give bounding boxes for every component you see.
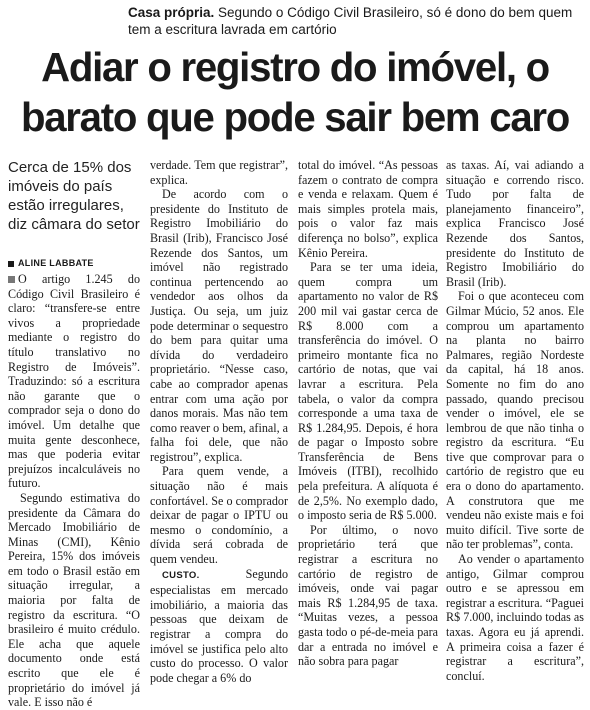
paragraph-text: O artigo 1.245 do Código Civil Brasileiro é claro: “transfere-se entre vivos a propriedade mediante o registro do título translativo no Registro de Imóveis”. Traduzindo: só a escritura não garante que o comprador seja o dono do imóvel. Um detalhe que muita gente desconhece, mas que poderia evitar prejuízos incalculáveis no futuro. — [8, 272, 140, 491]
paragraph: Para quem vende, a situação não é mais confortável. Se o comprador deixar de pagar o IPTU ou mesmo o condomínio, a dívida será cobrada de quem vendeu. — [150, 464, 288, 567]
kicker-text: Segundo o Código Civil Brasileiro, só é dono do bem quem tem a escritura lavrada em cartório — [128, 5, 573, 37]
article-column-1 — [8, 272, 140, 710]
paragraph — [150, 567, 288, 686]
paragraph — [8, 272, 140, 491]
paragraph: De acordo com o presidente do Instituto de Registro Imobiliário do Brasil (Irib), Francisco José Rezende dos Santos, um imóvel não registrado continua pertencendo ao vendedor aos olhos da Justiça. Ou seja, um juiz pode determinar o sequestro do bem para quitar uma dívida do verdadeiro proprietário. “Nesse caso, cabe ao comprador apenas entrar com uma ação por danos morais. Mas não tem como reaver o bem, afinal, a falha foi dele, que não registrou”, explica. — [150, 187, 289, 464]
byline-square-icon — [8, 261, 14, 267]
paragraph: as taxas. Aí, vai adiando a situação e correndo risco. Tudo por falta de planejamento financeiro”, explica Francisco José Rezende dos Santos, presidente do Instituto de Registro Imobiliário do Brasil (Irib). — [446, 158, 584, 289]
kicker-label: Casa própria. — [128, 5, 215, 20]
paragraph: Para se ter uma ideia, quem compra um apartamento no valor de R$ 200 mil vai gastar cerca de R$ 8.000 com a transferência do imóvel. O primeiro montante fica no cartório de notas, que vai lavrar a escritura. Pela tabela, o valor da compra corresponde a uma taxa de R$ 1.284,95. Depois, é hora de pagar o Imposto sobre Transferência de Bens Imóveis (ITBI), recolhido pela prefeitura. A alíquota é de 2,5%. No exemplo dado, o imposto seria de R$ 5.000. — [298, 260, 438, 523]
paragraph: total do imóvel. “As pessoas fazem o contrato de compra e venda e relaxam. Quem é mais simples protela mais, pois o valor faz mais diferença no bolso”, explica Kênio Pereira. — [298, 158, 438, 260]
article-column-2 — [150, 158, 289, 685]
paragraph: Segundo estimativa do presidente da Câmara do Mercado Imobiliário de Minas (CMI), Kênio Pereira, 15% dos imóveis em todo o Brasil estão em situação irregular, a maioria por falta de registro da escritura. “O brasileiro é muito crédulo. Ele acha que aquele documento onde está escrito que ele é proprietário do imóvel já vale. E isso não é — [8, 490, 140, 710]
paragraph-text: Segundo especialistas em mercado imobiliário, a maioria das pessoas que deixam de registrar a compra do imóvel se justifica pelo alto custo do processo. O valor pode chegar a 6% do — [150, 566, 288, 685]
headline — [6, 42, 584, 142]
deck: Cerca de 15% dos imóveis do país estão irregulares, diz câmara do setor — [8, 159, 140, 233]
headline-line-2: barato que pode sair bem caro — [20, 94, 570, 140]
paragraph: Ao vender o apartamento antigo, Gilmar comprou outro e se apressou em registrar a escritura. “Paguei R$ 7.000, incluindo todas as taxas. Agora eu já aprendi. A primeira coisa a fazer é registrar a escritura”, concluí. — [446, 552, 584, 683]
byline — [8, 258, 138, 268]
paragraph: verdade. Tem que registrar”, explica. — [150, 158, 288, 187]
article-column-3 — [298, 158, 438, 669]
headline-line-1: Adiar o registro do imóvel, o — [41, 44, 549, 90]
byline-author: ALINE LABBATE — [18, 258, 94, 268]
article-column-4 — [446, 158, 584, 683]
subhead-custo: CUSTO. — [162, 569, 200, 581]
paragraph: Foi o que aconteceu com Gilmar Múcio, 52 anos. Ele comprou um apartamento na planta no bairro Palmares, região Nordeste da capital, há 18 anos. Somente no fim do ano passado, quando precisou vender o imóvel, ele se lembrou de que não tinha o registro da escritura. “Eu tive que comprovar para o cartório de registro que eu era o dono do apartamento. A construtora que me vendeu não existe mais e foi muito difícil. Tive sorte de não ter problemas”, conta. — [446, 289, 584, 552]
lead-square-icon — [8, 276, 15, 283]
paragraph: Por último, o novo proprietário terá que registrar a escritura no cartório de registro de imóveis, onde vai pagar mais R$ 1.284,95 de taxa. “Muitas vezes, a pessoa gasta todo o pé-de-meia para dar a entrada no imóvel e não sobra para pagar — [298, 522, 438, 669]
kicker — [128, 4, 583, 38]
